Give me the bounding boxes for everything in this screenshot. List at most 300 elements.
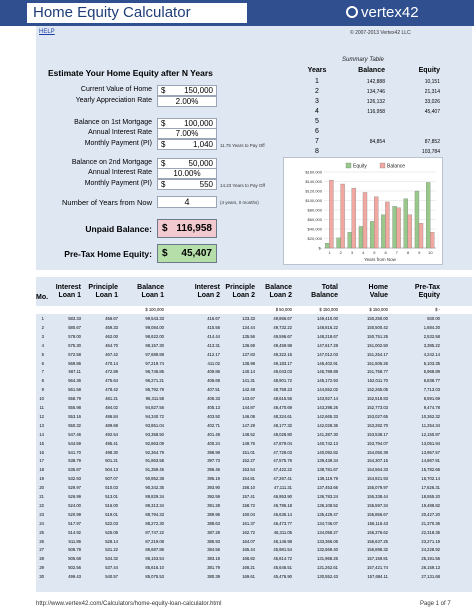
table-cell: 155,597.34: [367, 502, 388, 508]
table-cell: 49,183.17: [273, 360, 292, 366]
table-cell: 131,262.61: [317, 565, 338, 571]
chart-bar-equity: [325, 243, 329, 248]
help-link[interactable]: HELP: [39, 29, 55, 35]
table-month-cell: 16: [39, 449, 44, 455]
table-cell: 168.21: [242, 565, 255, 571]
payment-2-input[interactable]: [157, 179, 217, 190]
table-cell: 98,622.00: [145, 333, 164, 339]
table-cell: 23,271.19: [421, 538, 440, 544]
table-cell: 47,879.04: [273, 440, 292, 446]
chart-x-tick-label: 8: [406, 250, 410, 255]
chart-legend-swatch: [380, 163, 385, 168]
table-cell: 19,488.82: [421, 502, 440, 508]
table-cell: 45,646.51: [273, 565, 292, 571]
table-cell: 402.71: [207, 422, 220, 428]
table-cell: 407.51: [207, 387, 220, 393]
table-cell: 531.22: [105, 547, 118, 553]
equity-currency: $: [162, 248, 168, 259]
table-cell: 569.86: [68, 360, 81, 366]
chart-bar-balance: [419, 223, 423, 248]
table-cell: 544.59: [68, 440, 81, 446]
table-cell: 49,459.98: [273, 342, 292, 348]
table-cell: 49,866.67: [273, 316, 292, 321]
table-cell: 387.28: [207, 529, 220, 535]
summary-cell: 4: [315, 108, 319, 115]
table-month-cell: 12: [39, 413, 44, 419]
table-cell: 48,470.69: [273, 405, 292, 410]
table-cell: 138,119.79: [317, 476, 338, 482]
table-cell: 511.86: [68, 538, 81, 544]
table-cell: 151.01: [242, 449, 255, 455]
table-cell: 412.17: [207, 351, 220, 357]
summary-cell: 2: [315, 88, 319, 95]
table-cell: 572.58: [68, 351, 81, 357]
table-cell: 413.31: [207, 342, 220, 348]
table-cell: 155,079.97: [367, 485, 388, 491]
table-cell: 502.56: [68, 565, 81, 571]
table-month-cell: 30: [39, 574, 44, 580]
summary-cell: 45,407: [424, 109, 440, 115]
table-cell: 537.44: [105, 565, 118, 571]
table-header-line2: Equity: [418, 292, 440, 299]
current-value-input[interactable]: [157, 85, 217, 96]
table-cell: 580.67: [68, 324, 81, 330]
table-cell: 149.76: [242, 440, 255, 446]
payment-2-currency: $: [161, 180, 166, 189]
table-cell: 148,218.67: [317, 333, 338, 339]
summary-header: Years: [307, 67, 327, 74]
payment-1-value: 1,040: [192, 140, 213, 149]
summary-cell: 142,888: [366, 79, 385, 85]
table-cell: 578.00: [68, 333, 81, 339]
table-cell: 156,116.43: [367, 520, 388, 526]
table-cell: 46,311.05: [273, 529, 292, 535]
table-header-line1: Balance: [265, 284, 292, 291]
home-equity-label: Pre-Tax Home Equity:: [64, 249, 152, 259]
chart-x-tick-label: 9: [418, 250, 421, 255]
table-cell: 481.21: [105, 396, 118, 402]
summary-cell: 8: [315, 148, 319, 155]
years-note: (4 years, 0 months): [220, 200, 259, 205]
table-cell: 94,340.72: [145, 413, 164, 419]
table-cell: 840.00: [427, 316, 440, 321]
table-cell: 583.33: [68, 316, 81, 321]
table-cell: 92,364.79: [145, 449, 164, 455]
table-cell: 561.58: [68, 387, 81, 393]
table-cell: 5,968.89: [423, 369, 440, 375]
summary-header: Equity: [418, 67, 440, 74]
table-cell: 15,782.66: [421, 467, 440, 473]
table-header-line1: Principle: [88, 284, 118, 291]
table-cell: 555.98: [68, 405, 81, 410]
appreciation-label: Yearly Appreciation Rate: [75, 97, 152, 104]
table-cell: 470.14: [105, 360, 118, 366]
home-equity-value: 45,407: [181, 248, 212, 259]
table-cell: 48,901.72: [273, 378, 292, 384]
table-cell: 380.39: [207, 574, 220, 580]
chart-bar-equity: [404, 199, 408, 248]
table-cell: 154,564.33: [367, 467, 388, 473]
table-cell: 9,474.78: [423, 405, 440, 410]
table-cell: 383.18: [207, 556, 220, 562]
table-cell: 152,011.70: [367, 378, 388, 384]
table-cell: 504.13: [105, 467, 118, 473]
table-cell: 541.70: [68, 449, 81, 455]
table-cell: 147,012.03: [317, 351, 338, 357]
chart-bar-equity: [381, 215, 385, 248]
payment-2-value: 550: [199, 180, 213, 189]
table-cell: 14,867.81: [421, 458, 440, 464]
chart-bar-balance: [397, 208, 401, 248]
table-cell: 143.67: [242, 396, 255, 402]
unpaid-currency: $: [162, 223, 168, 234]
table-initial-cell: $ 150,000: [369, 307, 388, 312]
table-cell: 388.63: [207, 520, 220, 526]
table-cell: 398.99: [207, 449, 220, 455]
chart-y-tick-label: $60,000: [307, 217, 322, 222]
table-cell: 155,856.67: [367, 511, 388, 517]
current-value-label: Current Value of Home: [80, 86, 152, 93]
table-cell: 558.79: [68, 396, 81, 402]
table-cell: 134,746.07: [317, 520, 338, 526]
table-cell: 46,795.18: [273, 502, 292, 508]
table-header-line1: Principle: [225, 284, 255, 291]
table-cell: 12,150.87: [421, 431, 440, 437]
table-month-cell: 13: [39, 422, 44, 428]
table-cell: 46,146.98: [273, 538, 292, 544]
table-cell: 147.29: [242, 422, 255, 428]
table-cell: 393.90: [207, 485, 220, 491]
summary-cell: 33,026: [424, 99, 440, 105]
table-cell: 385.93: [207, 538, 220, 544]
table-cell: 87,747.22: [145, 529, 164, 535]
table-cell: 154,821.93: [367, 476, 388, 482]
table-cell: 143,298.25: [317, 405, 338, 410]
chart-bar-balance: [341, 184, 345, 248]
table-cell: 91,359.45: [145, 467, 164, 473]
table-cell: 13,051.94: [421, 440, 440, 446]
table-cell: 97,689.88: [145, 351, 164, 357]
table-cell: 11,254.34: [421, 422, 440, 428]
payment-1-input[interactable]: [157, 139, 217, 150]
table-cell: 130,552.43: [317, 574, 338, 580]
table-cell: 535.87: [68, 467, 81, 473]
table-month-cell: 14: [39, 431, 44, 437]
table-cell: 89,829.34: [145, 494, 164, 499]
footer-url[interactable]: http://www.vertex42.com/Calculators/home-equity-loan-calculator.html: [36, 601, 222, 607]
table-cell: 534.32: [105, 556, 118, 562]
balance-1-value: 100,000: [184, 119, 213, 128]
table-cell: 90,852.38: [145, 476, 164, 482]
table-cell: 169.61: [242, 574, 255, 580]
table-cell: 46,473.77: [273, 520, 292, 526]
table-cell: 166.82: [242, 556, 255, 562]
table-month-cell: 2: [41, 324, 44, 330]
table-month-cell: 29: [39, 565, 44, 571]
table-cell: 564.36: [68, 378, 81, 384]
chart-bar-balance: [385, 202, 389, 248]
table-month-cell: 26: [39, 538, 44, 544]
chart-y-tick-label: $-: [318, 245, 322, 251]
table-cell: 150,250.00: [367, 316, 388, 321]
years-input[interactable]: 4: [157, 196, 217, 208]
table-cell: 49,596.67: [273, 333, 292, 339]
table-cell: 411.02: [207, 360, 220, 366]
table-month-cell: 15: [39, 440, 44, 446]
table-cell: 24,228.92: [421, 547, 440, 553]
years-label: Number of Years from Now: [61, 198, 152, 207]
table-cell: 136,108.52: [317, 502, 338, 508]
home-equity-box: [157, 244, 217, 263]
table-cell: 155,338.44: [367, 494, 388, 499]
table-cell: 456.67: [105, 316, 118, 321]
table-cell: 514.92: [68, 529, 81, 535]
table-cell: 20,427.20: [421, 511, 440, 517]
summary-cell: 6: [315, 128, 319, 135]
table-cell: 27,131.68: [421, 574, 440, 580]
table-cell: 475.64: [105, 378, 118, 384]
calculator-subtitle: Estimate Your Home Equity after N Years: [48, 68, 213, 78]
chart-x-tick-label: 4: [362, 250, 365, 255]
logo-text: vertex42: [361, 4, 419, 21]
table-cell: 501.21: [105, 458, 118, 464]
table-cell: 547.46: [68, 431, 81, 437]
table-cell: 5,103.35: [423, 360, 440, 366]
table-cell: 143,927.14: [317, 396, 338, 402]
table-cell: 91,863.58: [145, 458, 164, 464]
rate-1-input[interactable]: 7.00%: [157, 128, 217, 139]
chart-legend-swatch: [346, 163, 351, 168]
table-cell: 160.04: [242, 511, 255, 517]
table-cell: 7,713.03: [423, 387, 440, 393]
table-cell: 99,084.00: [145, 324, 164, 330]
chart-x-tick-label: 5: [373, 250, 376, 255]
unpaid-balance-box: [157, 219, 217, 238]
table-cell: 48,759.23: [273, 387, 292, 393]
table-cell: 151,758.77: [367, 369, 388, 375]
summary-cell: 134,746: [366, 89, 385, 95]
table-cell: 520.99: [68, 511, 81, 517]
appreciation-input[interactable]: 2.00%: [157, 96, 217, 107]
table-cell: 46,953.90: [273, 494, 292, 499]
table-cell: 93,358.50: [145, 431, 164, 437]
table-cell: 414.44: [207, 333, 220, 339]
summary-table-title: Summary Table: [342, 57, 384, 63]
chart-bar-equity: [359, 226, 363, 248]
chart-bar-balance: [374, 197, 378, 248]
summary-cell: 87,852: [424, 139, 440, 145]
summary-cell: 5: [315, 118, 319, 125]
table-cell: 528.14: [105, 538, 118, 544]
table-cell: 3,385.22: [423, 342, 440, 348]
table-cell: 400.24: [207, 440, 220, 446]
balance-2-value: 50,000: [188, 159, 213, 168]
chart-x-tick-label: 1: [328, 250, 331, 255]
table-cell: 140,092.82: [317, 449, 338, 455]
logo-icon: [346, 6, 358, 18]
summary-cell: 3: [315, 98, 319, 105]
table-cell: 525.08: [105, 529, 118, 535]
table-cell: 550.32: [68, 422, 81, 428]
vertex42-logo: [346, 4, 458, 22]
chart-y-tick-label: $80,000: [307, 207, 322, 213]
table-cell: 92,863.09: [145, 440, 164, 446]
table-cell: 146,402.91: [317, 360, 338, 366]
table-cell: 516.00: [105, 502, 118, 508]
rate-2-label: Annual Interest Rate: [88, 169, 152, 176]
table-cell: 13,957.57: [421, 449, 440, 455]
table-cell: 136.69: [242, 342, 255, 348]
table-cell: 462.00: [105, 333, 118, 339]
summary-cell: 1: [315, 78, 319, 85]
payment-1-label: Monthly Payment (PI): [84, 140, 152, 147]
table-cell: 392.59: [207, 494, 220, 499]
table-cell: 142,665.33: [317, 413, 338, 419]
table-cell: 157.41: [242, 494, 255, 499]
table-cell: 93,851.04: [145, 422, 164, 428]
table-cell: 391.28: [207, 502, 220, 508]
copyright-text: © 2007-2013 Vertex42 LLC: [350, 30, 411, 36]
table-cell: 148,816.22: [317, 324, 338, 330]
table-cell: 141.31: [242, 378, 255, 384]
table-cell: 156.10: [242, 485, 255, 491]
table-cell: 532.93: [68, 476, 81, 482]
table-cell: 464.70: [105, 342, 118, 348]
table-cell: 135,429.47: [317, 511, 338, 517]
chart-y-tick-label: $40,000: [307, 226, 322, 232]
table-header-line1: Total: [321, 284, 338, 291]
summary-header: Balance: [358, 67, 385, 74]
unpaid-balance-value: 116,958: [176, 223, 212, 234]
rate-2-input[interactable]: 10.00%: [157, 168, 217, 179]
table-cell: 96,271.21: [145, 378, 164, 384]
page-title: Home Equity Calculator: [27, 3, 247, 23]
table-month-cell: 21: [39, 494, 44, 499]
table-cell: 145,172.93: [317, 378, 338, 384]
table-cell: 140.14: [242, 369, 255, 375]
table-cell: 6,838.77: [423, 378, 440, 384]
table-month-cell: 8: [41, 378, 44, 384]
table-cell: 381.79: [207, 565, 220, 571]
table-cell: 96,746.85: [145, 369, 164, 375]
chart-bar-balance: [363, 192, 367, 248]
chart-bar-equity: [415, 191, 419, 248]
table-cell: 401.48: [207, 431, 220, 437]
table-cell: 17,626.31: [421, 485, 440, 491]
table-header-line2: Loan 1: [58, 292, 81, 299]
table-cell: 389.96: [207, 511, 220, 517]
table-cell: 150,500.42: [367, 324, 388, 330]
table-cell: 495.41: [105, 440, 118, 446]
chart-bar-balance: [430, 232, 434, 248]
table-cell: 95,792.79: [145, 387, 164, 393]
table-cell: 134,058.27: [317, 529, 338, 535]
table-cell: 21,370.36: [421, 520, 440, 526]
table-cell: 154,050.39: [367, 449, 388, 455]
table-cell: 138.98: [242, 360, 255, 366]
payoff-2-note: 14.23 Years to Pay Off: [220, 183, 265, 188]
table-cell: 133,366.06: [317, 538, 338, 544]
balance-1-label: Balance on 1st Mortgage: [74, 119, 152, 126]
table-header-line1: Balance: [137, 284, 164, 291]
table-header-mo: Mo.: [36, 294, 49, 301]
chart-legend-label: Balance: [387, 163, 406, 170]
table-cell: 22,318.35: [421, 529, 440, 535]
table-cell: 156,637.25: [367, 538, 388, 544]
table-cell: 507.07: [105, 476, 118, 482]
table-cell: 47,575.76: [273, 458, 292, 464]
table-cell: 152,265.05: [367, 387, 388, 393]
table-cell: 45,476.90: [273, 574, 292, 580]
summary-cell: 10,151: [424, 79, 440, 85]
table-cell: 484.02: [105, 405, 118, 410]
table-header-line1: Interest: [55, 284, 81, 291]
table-cell: 86,153.54: [145, 556, 164, 562]
table-cell: 156,376.62: [367, 529, 388, 535]
chart-y-tick-label: $100,000: [305, 198, 322, 203]
summary-cell: 7: [315, 138, 319, 145]
equity-balance-bar-chart: [284, 158, 442, 264]
table-month-cell: 7: [41, 369, 44, 375]
table-cell: 406.33: [207, 396, 220, 402]
table-cell: 10,362.32: [421, 413, 440, 419]
table-cell: 478.42: [105, 387, 118, 393]
table-cell: 148.52: [242, 431, 255, 437]
table-header-line2: Value: [369, 292, 388, 299]
table-cell: 49,322.15: [273, 351, 292, 357]
table-cell: 131,968.26: [317, 556, 338, 562]
chart-bar-equity: [348, 232, 352, 248]
chart-bar-equity: [426, 182, 430, 248]
chart-x-tick-label: 6: [384, 250, 387, 255]
table-cell: 415.56: [207, 324, 220, 330]
chart-y-tick-label: $140,000: [305, 179, 322, 184]
table-cell: 85,616.10: [145, 565, 164, 571]
table-cell: 142,028.36: [317, 422, 338, 428]
table-cell: 540.57: [105, 574, 118, 580]
table-cell: 513.01: [105, 494, 118, 499]
table-month-cell: 3: [41, 333, 44, 339]
table-cell: 97,219.74: [145, 360, 164, 366]
table-cell: 45,981.54: [273, 547, 292, 553]
table-cell: 472.89: [105, 369, 118, 375]
table-month-cell: 18: [39, 467, 44, 473]
table-cell: 49,043.03: [273, 369, 292, 375]
table-month-cell: 17: [39, 458, 44, 464]
table-cell: 94,827.56: [145, 405, 164, 410]
table-cell: 517.97: [68, 520, 81, 526]
table-cell: 409.86: [207, 369, 220, 375]
table-cell: 157,421.74: [367, 565, 388, 571]
table-cell: 526.99: [68, 494, 81, 499]
table-cell: 137,453.66: [317, 485, 338, 491]
table-cell: 416.67: [207, 316, 220, 321]
table-cell: 403.92: [207, 413, 220, 419]
table-cell: 153,027.65: [367, 413, 388, 419]
table-month-cell: 9: [41, 387, 44, 393]
table-cell: 8,591.69: [423, 396, 440, 402]
table-cell: 4,242.14: [423, 351, 440, 357]
table-cell: 48,028.80: [273, 431, 292, 437]
table-cell: 152,773.03: [367, 405, 388, 410]
table-cell: 151,506.26: [367, 360, 388, 366]
chart-x-tick-label: 7: [395, 250, 398, 255]
table-cell: 47,111.31: [273, 485, 292, 491]
table-cell: 140,742.13: [317, 440, 338, 446]
table-cell: 153,282.70: [367, 422, 388, 428]
table-cell: 147,617.28: [317, 342, 338, 348]
table-month-cell: 22: [39, 502, 44, 508]
